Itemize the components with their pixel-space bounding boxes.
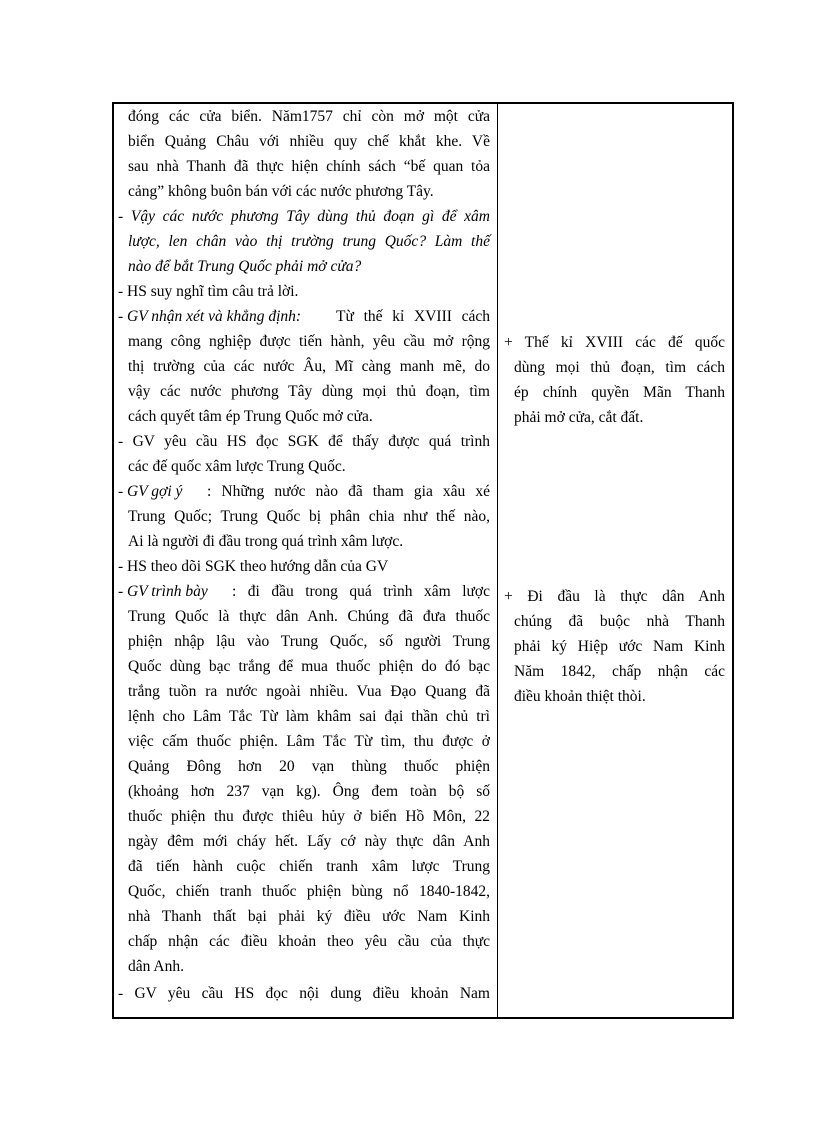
activity-column [114,104,498,1017]
gv-confirm-label: - GV nhận xét và khẳng định: [118,308,302,325]
text-line: cách quyết tâm ép Trung Quốc mở cửa. [128,408,373,425]
text-line: Trung Quốc là thực dân Anh. Chúng đã đưa thuốc [128,608,490,625]
text-line: vậy các nước phương Tây dùng mọi thủ đoạn, tìm [128,383,490,400]
text-line: dân Anh. [128,958,184,975]
text-line: thị trường của các nước Âu, Mĩ càng manh mẽ, do [128,358,490,375]
summary-line: phải ký Hiệp ước Nam Kinh [514,638,725,655]
text-line: Quốc dùng bạc trắng để mua thuốc phiện do đó bạc [128,658,490,675]
content-column [498,104,732,1017]
text-line: các đế quốc xâm lược Trung Quốc. [128,458,346,475]
question-line: lược, len chân vào thị trường trung Quốc? Làm thế [128,233,490,250]
summary-line: Năm 1842, chấp nhận các [514,663,725,680]
text-line: sau nhà Thanh đã thực hiện chính sách “bế quan tỏa [128,158,490,175]
text-line: (khoảng hơn 237 vạn kg). Ông đem toàn bộ số [128,783,490,800]
question-line: nào để bắt Trung Quốc phải mở cửa? [128,258,362,275]
gv-present-label: - GV trình bày [118,583,208,600]
text-line: Trung Quốc; Trung Quốc bị phân chia như thế nào, [128,508,490,525]
text-line: nhà Thanh thất bại phải ký điều ước Nam Kinh [128,908,490,925]
summary-line: điều khoản thiệt thòi. [514,688,646,705]
text-line: thuốc phiện thu được thiêu hủy ở biển Hồ Môn, 22 [128,808,490,825]
summary-line: ép chính quyền Mãn Thanh [514,384,725,401]
text-line: mang công nghiệp được tiến hành, yêu cầu mở rộng [128,333,490,350]
text-line: - GV yêu cầu HS đọc nội dung điều khoản Nam [118,985,490,1002]
text-line: chấp nhận các điều khoản theo yêu cầu của thực [128,933,490,950]
summary-line: + Đi đầu là thực dân Anh [504,588,725,605]
text-line: Ai là người đi đầu trong quá trình xâm lược. [128,533,404,550]
summary-line: dùng mọi thủ đoạn, tìm cách [514,359,725,376]
text-line: : đi đầu trong quá trình xâm lược [232,583,490,600]
text-line: Quốc, chiến tranh thuốc phiện bùng nổ 1840-1842, [128,883,490,900]
text-line: : Những nước nào đã tham gia xâu xé [207,483,490,500]
text-line: đóng các cửa biển. Năm1757 chỉ còn mở một cửa [128,108,490,125]
text-line: cảng” không buôn bán với các nước phương Tây. [128,183,434,200]
text-line: biển Quảng Châu với nhiều quy chế khắt khe. Về [128,133,490,150]
text-line: - GV yêu cầu HS đọc SGK để thấy được quá trình [118,433,490,450]
text-line: - HS suy nghĩ tìm câu trả lời. [118,283,299,300]
question-line: - Vậy các nước phương Tây dùng thủ đoạn gì để xâm [118,208,490,225]
text-line: lệnh cho Lâm Tắc Từ làm khâm sai đại thần chủ trì [128,708,490,725]
gv-hint-label: - GV gợi ý [118,483,183,500]
text-line: phiện nhập lậu vào Trung Quốc, số người Trung [128,633,490,650]
text-line: Quảng Đông hơn 20 vạn thùng thuốc phiện [128,758,490,775]
summary-line: phải mở cửa, cắt đất. [514,409,644,426]
summary-line: + Thế kỉ XVIII các đế quốc [504,334,725,351]
text-line: - HS theo dõi SGK theo hướng dẫn của GV [118,558,389,575]
lesson-table [112,102,734,1019]
summary-line: chúng đã buộc nhà Thanh [514,613,725,630]
text-line: việc cấm thuốc phiện. Lâm Tắc Từ tìm, thu được ở [128,733,490,750]
text-line: đã tiến hành cuộc chiến tranh xâm lược Trung [128,858,490,875]
text-line: ngày đêm mới cháy hết. Lấy cớ này thực dân Anh [128,833,490,850]
text-line: Từ thế kỉ XVIII cách [336,308,490,325]
text-line: trắng tuồn ra nước ngoài nhiều. Vua Đạo Quang đã [128,683,490,700]
